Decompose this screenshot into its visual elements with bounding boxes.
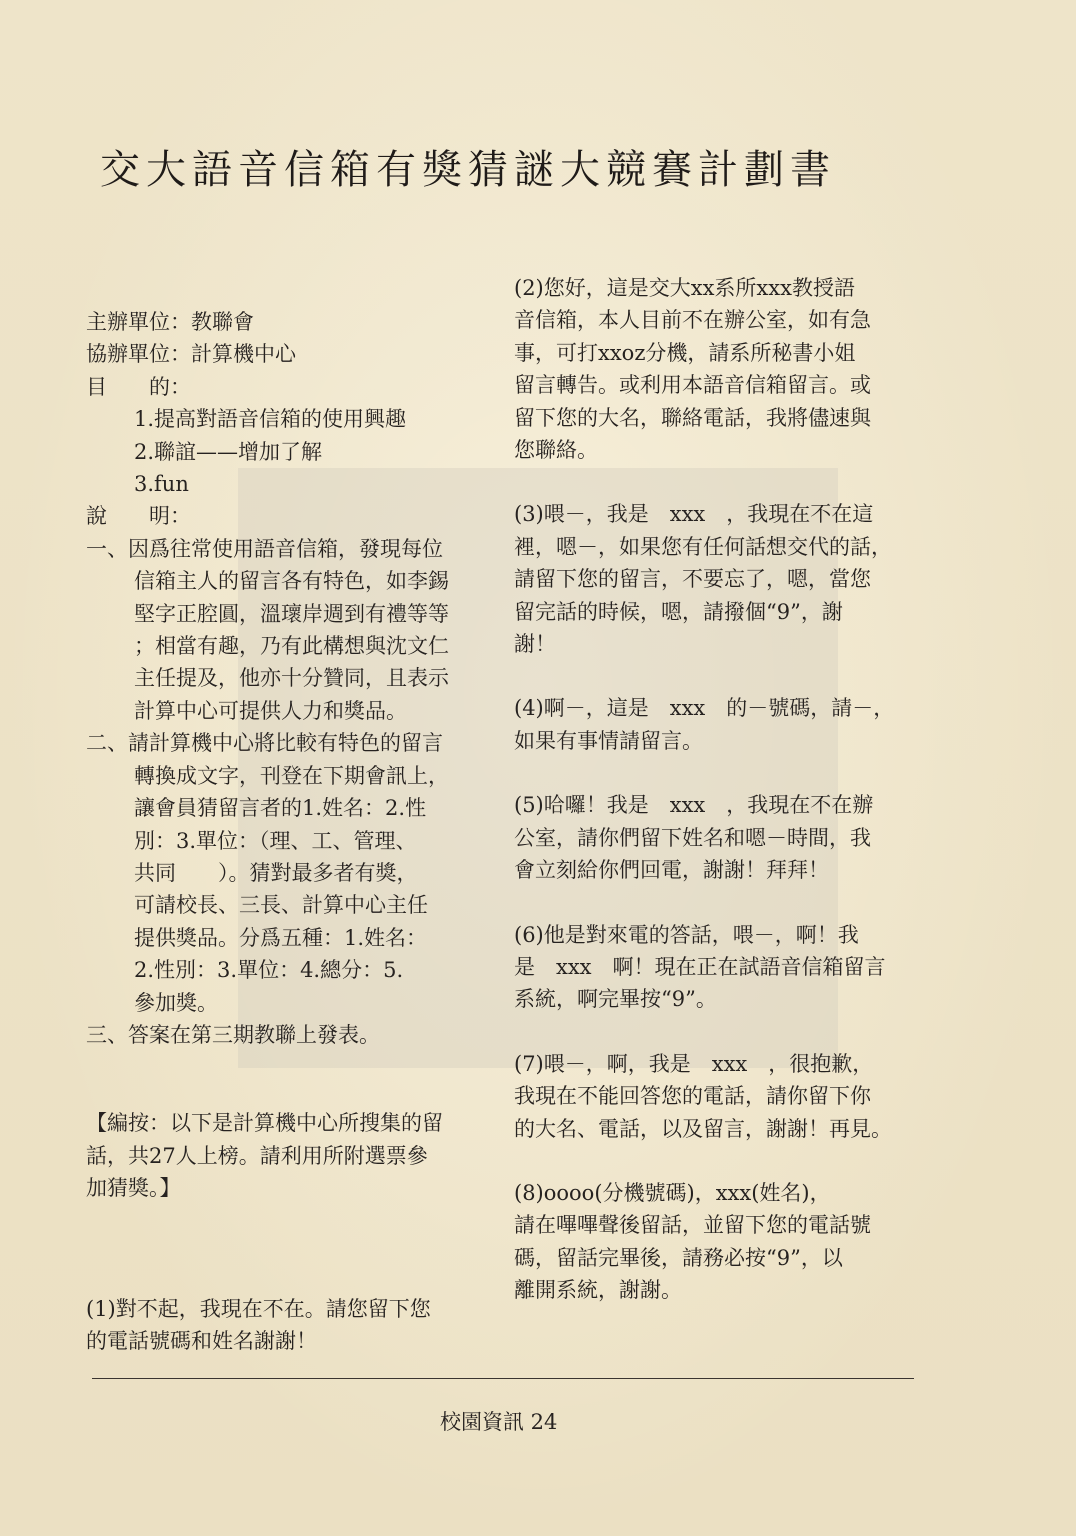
message-2-line: 留言轉告。或利用本語音信箱留言。或 <box>514 373 871 398</box>
message-5-line: 公室，請你們留下姓名和嗯－時間，我 <box>514 825 871 850</box>
item2-line: 二、請計算機中心將比較有特色的留言 <box>86 731 443 756</box>
message-1-line: (1)對不起，我現在不在。請您留下您 <box>86 1296 431 1321</box>
message-5-line: (5)哈囉！我是 xxx ，我現在不在辦 <box>514 793 874 818</box>
message-2-line: 音信箱，本人目前不在辦公室，如有急 <box>514 308 871 333</box>
message-4-line: 如果有事情請留言。 <box>514 728 703 753</box>
item2-line: 讓會員猜留言者的1.姓名：2.性 <box>134 796 427 821</box>
message-3-line: 謝！ <box>514 632 556 657</box>
item1-line: 一、因爲往常使用語音信箱，發現每位 <box>86 536 443 561</box>
message-6-line: 系統，啊完畢按“9”。 <box>514 987 717 1012</box>
purpose-label: 目 的： <box>86 374 191 399</box>
message-8-line: 請在嗶嗶聲後留話，並留下您的電話號 <box>514 1213 871 1238</box>
message-7-line: (7)喂－，啊，我是 xxx ，很抱歉， <box>514 1051 874 1076</box>
message-3-line: 留完話的時候，嗯，請撥個“9”，謝 <box>514 599 843 624</box>
item2-line: 共同 ）。猜對最多者有獎， <box>134 860 418 885</box>
editor-note-line: 話，共27人上榜。請利用所附選票參 <box>86 1143 428 1168</box>
organizer: 主辦單位：教聯會 <box>86 310 254 334</box>
page-title: 交大語音信箱有獎猜謎大競賽計劃書 <box>100 147 836 193</box>
item2-line: 提供獎品。分爲五種：1.姓名： <box>134 925 428 950</box>
message-3-line: 請留下您的留言，不要忘了，嗯，當您 <box>514 567 871 592</box>
message-3-line: 裡，嗯－，如果您有任何話想交代的話， <box>514 534 892 559</box>
item1-line: 主任提及，他亦十分贊同，且表示 <box>134 666 449 691</box>
message-8-line: 碼，留話完畢後，請務必按“9”，以 <box>514 1245 843 1270</box>
page-footer: 校園資訊 24 <box>440 1410 558 1434</box>
purpose-item: 1.提高對語音信箱的使用興趣 <box>134 407 407 432</box>
message-8-line: 離開系統，謝謝。 <box>514 1278 682 1303</box>
item2-line: 可請校長、三長、計算中心主任 <box>134 893 428 918</box>
message-2-line: 您聯絡。 <box>514 438 598 463</box>
co-organizer: 協辦單位：計算機中心 <box>86 342 296 367</box>
message-8-line: (8)oooo(分機號碼)，xxx(姓名)， <box>514 1180 831 1205</box>
message-6-line: (6)他是對來電的答話，喂－，啊！我 <box>514 922 859 947</box>
item3-line: 三、答案在第三期教聯上發表。 <box>86 1022 380 1047</box>
item1-line: 堅字正腔圓，溫瓌岸週到有禮等等 <box>134 601 449 626</box>
message-5-line: 會立刻給你們回電，謝謝！拜拜！ <box>514 858 829 883</box>
item1-line: 信箱主人的留言各有特色，如李錫 <box>134 569 449 594</box>
item2-line: 2.性別：3.單位：4.總分：5. <box>134 958 404 983</box>
message-7-line: 我現在不能回答您的電話，請你留下你 <box>514 1084 871 1109</box>
purpose-item: 3.fun <box>134 472 189 497</box>
message-2-line: 留下您的大名，聯絡電話，我將儘速與 <box>514 405 871 430</box>
message-1-line: 的電話號碼和姓名謝謝！ <box>86 1328 317 1353</box>
item2-line: 別：3.單位：（理、工、管理、 <box>134 828 417 853</box>
footer-divider <box>92 1378 914 1379</box>
editor-note-line: 加猜獎。】 <box>86 1176 181 1201</box>
editor-note-line: 【編按：以下是計算機中心所搜集的留 <box>86 1111 443 1136</box>
left-column <box>86 306 496 1357</box>
item1-line: 計算中心可提供人力和獎品。 <box>134 698 407 723</box>
item1-line: ；相當有趣，乃有此構想與沈文仁 <box>134 634 449 659</box>
message-2-line: 事，可打xxoz分機，請系所秘書小姐 <box>514 340 856 365</box>
message-3-line: (3)喂－，我是 xxx ，我現在不在這 <box>514 502 874 527</box>
item2-line: 轉換成文字，刊登在下期會訊上， <box>134 763 449 788</box>
message-6-line: 是 xxx 啊！現在正在試語音信箱留言 <box>514 954 886 979</box>
right-column <box>514 272 926 1307</box>
message-7-line: 的大名、電話，以及留言，謝謝！再見。 <box>514 1116 892 1141</box>
purpose-item: 2.聯誼——增加了解 <box>134 439 323 464</box>
message-2-line: (2)您好，這是交大xx系所xxx教授語 <box>514 276 855 300</box>
explain-label: 說 明： <box>86 504 191 529</box>
item2-line: 參加獎。 <box>134 990 218 1015</box>
message-4-line: (4)啊－，這是 xxx 的－號碼，請－， <box>514 696 895 721</box>
